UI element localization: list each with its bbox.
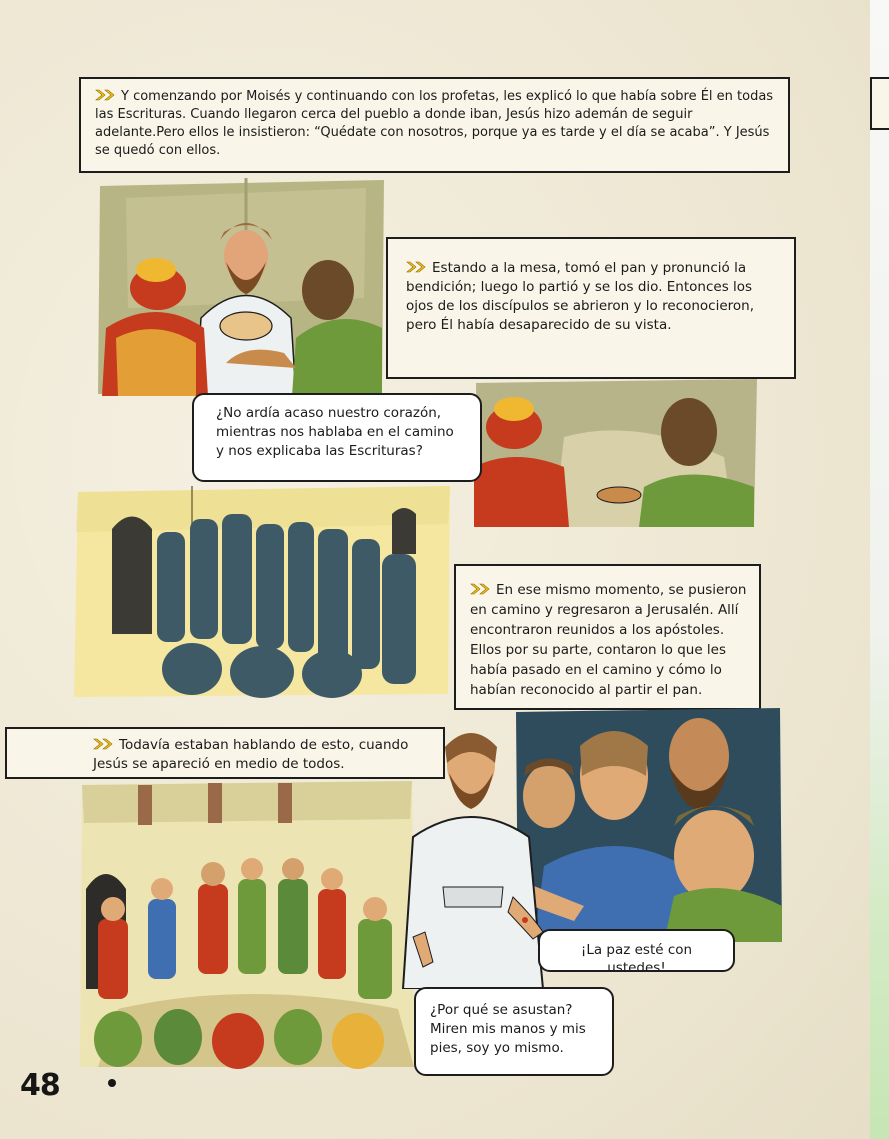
chevron-arrows-icon bbox=[95, 89, 117, 101]
caption-emmaus-walk bbox=[79, 77, 790, 173]
caption-text: Y comenzando por Moisés y continuando con los profetas, les explicó lo que había sobre Él en todas las Escrituras. Cuando llegaron cerca del pueblo a donde iban, Jesús hizo ademán de seguir adelante.Pero ellos le insistieron: “Quédate con nosotros, porque ya es tarde y el día se acaba”. Y Jesús se quedó con ellos. bbox=[95, 89, 774, 158]
caption-text: Todavía estaban hablando de esto, cuando Jesús se apareció en medio de todos. bbox=[93, 737, 409, 772]
page-number: 48 bbox=[20, 1068, 60, 1103]
bubble-text: ¡La paz esté con ustedes! bbox=[580, 942, 693, 976]
speech-bubble-burning-heart bbox=[192, 393, 482, 482]
panel-upper-room bbox=[78, 779, 416, 1069]
caption-text: En ese mismo momento, se pusieron en camino y regresaron a Jerusalén. Allí encontraron reunidos a los apóstoles. Ellos por su parte, contaron lo que les había pasado en el camino y cómo lo habían reconocido al partir el pan. bbox=[470, 582, 747, 698]
figure-risen-jesus bbox=[393, 717, 553, 989]
caption-return-jerusalem bbox=[454, 564, 761, 710]
bubble-text: ¿No ardía acaso nuestro corazón, mientras nos hablaba en el camino y nos explicaba las Escrituras? bbox=[216, 405, 454, 459]
chevron-arrows-icon bbox=[406, 261, 428, 273]
caption-jesus-appears bbox=[5, 727, 445, 779]
panel-disciples-at-table bbox=[474, 377, 759, 527]
panel-apostles-silhouettes bbox=[72, 484, 454, 699]
chevron-arrows-icon bbox=[470, 583, 492, 595]
caption-breaking-bread bbox=[386, 237, 796, 379]
speech-bubble-why-afraid bbox=[414, 987, 614, 1076]
next-page-edge bbox=[870, 0, 889, 1139]
page-number-dot bbox=[108, 1079, 116, 1087]
chevron-arrows-icon bbox=[93, 738, 115, 750]
panel-frightened-disciples bbox=[514, 706, 784, 942]
caption-text: Estando a la mesa, tomó el pan y pronunció la bendición; luego lo partió y se los dio. Entonces los ojos de los discípulos se abrieron y lo reconocieron, pero Él había desaparecido de su vista. bbox=[406, 260, 755, 333]
next-page-caption-edge bbox=[870, 77, 889, 130]
bubble-text: ¿Por qué se asustan? Miren mis manos y mis pies, soy yo mismo. bbox=[430, 1002, 586, 1056]
speech-bubble-peace bbox=[538, 929, 735, 976]
panel-breaking-bread bbox=[96, 178, 386, 396]
